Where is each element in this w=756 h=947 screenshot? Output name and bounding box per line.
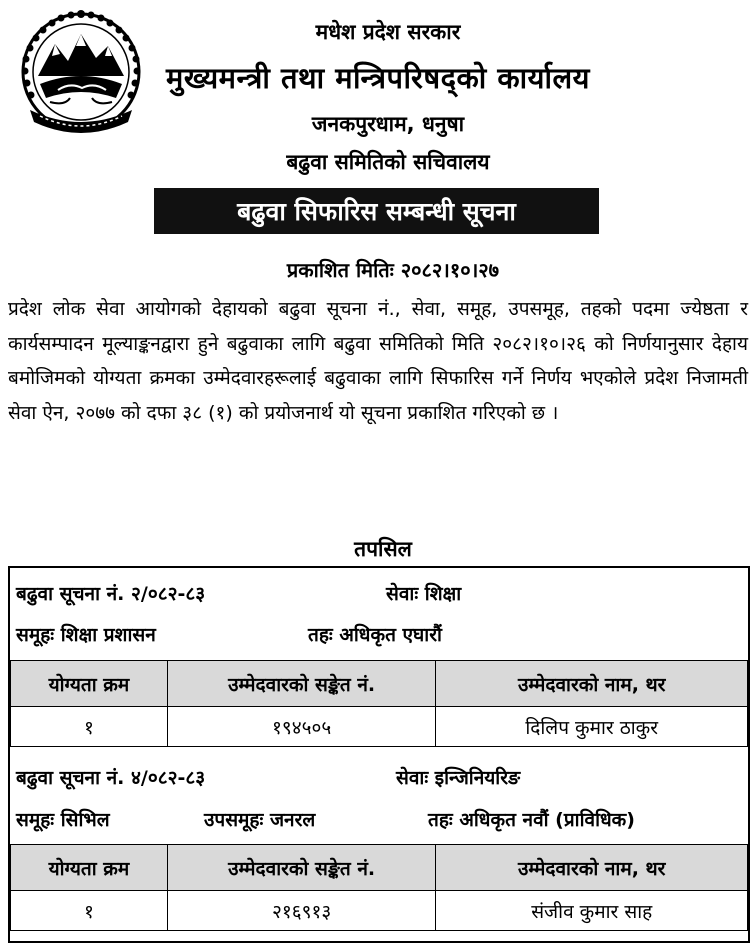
section-1-candidate-table	[10, 660, 748, 747]
symbol-cell: २१६९१३	[167, 891, 436, 931]
table-row	[11, 891, 748, 931]
name-cell: दिलिप कुमार ठाकुर	[436, 707, 748, 747]
symbol-cell: १९४५०५	[167, 707, 436, 747]
notice-body: प्रदेश लोक सेवा आयोगको देहायको बढुवा सूचना नं., सेवा, समूह, उपसमूह, तहको पदमा ज्येष्ठता र कार्यसम्पादन मूल्याङ्कनद्वारा हुने बढुवाका लागि बढुवा समितिको मिति २०८२।१०।२६ को निर्णयानुसार देहाय बमोजिमको योग्यता क्रमका उम्मेदवारहरूलाई बढुवाका लागि सिफारिस गर्ने निर्णय भएकोले प्रदेश निजामती सेवा ऐन, २०७७ को दफा ३८ (१) को प्रयोजनार्थ यो सूचना प्रकाशित गरिएको छ ।	[8, 298, 748, 424]
rank-header: योग्यता क्रम	[11, 845, 168, 891]
section-1-notice-no: बढुवा सूचना नं. २/०८२-८३	[16, 583, 206, 605]
section-2-level: तहः अधिकृत नवौं (प्राविधिक)	[428, 809, 635, 831]
published-date: प्रकाशित मितिः २०८२।१०।२७	[286, 258, 500, 282]
office-name: मुख्यमन्त्री तथा मन्त्रिपरिषद्को कार्यालय	[166, 61, 590, 95]
rank-header: योग्यता क्रम	[11, 661, 168, 707]
section-1-service: सेवाः शिक्षा	[386, 583, 462, 605]
section-2-subgroup: उपसमूहः जनरल	[204, 809, 316, 831]
section-1-level: तहः अधिकृत एघारौं	[308, 624, 442, 646]
secretariat-name: बढुवा समितिको सचिवालय	[286, 150, 490, 174]
table-header-row	[11, 661, 748, 707]
name-header: उम्मेदवारको नाम, थर	[436, 845, 748, 891]
rank-cell: १	[11, 891, 168, 931]
notice-title: बढुवा सिफारिस सम्बन्धी सूचना	[154, 188, 599, 234]
rank-cell: १	[11, 707, 168, 747]
annex-box	[8, 566, 750, 943]
table-row	[11, 707, 748, 747]
symbol-header: उम्मेदवारको सङ्केत नं.	[167, 845, 436, 891]
section-2-group: समूहः सिभिल	[16, 809, 110, 831]
symbol-header: उम्मेदवारको सङ्केत नं.	[167, 661, 436, 707]
section-2-service: सेवाः इन्जिनियरिङ	[396, 767, 521, 789]
section-1-group: समूहः शिक्षा प्रशासन	[16, 624, 156, 646]
section-2-candidate-table	[10, 844, 748, 931]
office-location: जनकपुरधाम, धनुषा	[311, 112, 465, 136]
annex-heading: तपसिल	[354, 537, 412, 561]
name-cell: संजीव कुमार साह	[436, 891, 748, 931]
table-header-row	[11, 845, 748, 891]
name-header: उम्मेदवारको नाम, थर	[436, 661, 748, 707]
government-name: मधेश प्रदेश सरकार	[315, 20, 461, 44]
section-2-notice-no: बढुवा सूचना नं. ४/०८२-८३	[16, 767, 206, 789]
